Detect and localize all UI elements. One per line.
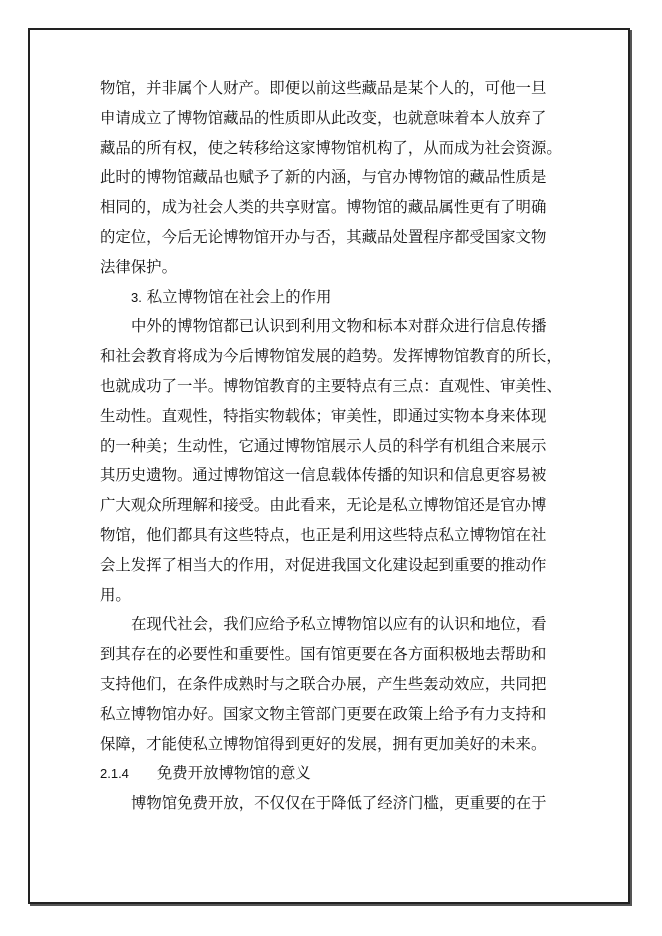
- paragraph-continued: [100, 74, 570, 283]
- text-line: 藏品的所有权，使之转移给这家博物馆机构了，从而成为社会资源。: [100, 138, 562, 157]
- paragraph-modern-society: [100, 610, 570, 759]
- section-number: 3.: [131, 289, 142, 305]
- text-line: 会上发挥了相当大的作用，对促进我国文化建设起到重要的推动作: [100, 555, 547, 574]
- document-body: [100, 74, 570, 819]
- text-line: 中外的博物馆都已认识到利用文物和标本对群众进行信息传播: [131, 317, 547, 336]
- text-line: 到其存在的必要性和重要性。国有馆更要在各方面积极地去帮助和: [100, 645, 547, 664]
- text-line: 用。: [100, 585, 131, 604]
- text-line: 保障，才能使私立博物馆得到更好的发展，拥有更加美好的未来。: [100, 734, 547, 753]
- text-line: 博物馆免费开放，不仅仅在于降低了经济门槛，更重要的在于: [131, 794, 547, 813]
- paragraph-free-admission: [100, 789, 570, 819]
- text-line: 广大观众所理解和接受。由此看来，无论是私立博物馆还是官办博: [100, 496, 547, 515]
- text-line: 的一种美；生动性，它通过博物馆展示人员的科学有机组合来展示: [100, 436, 547, 455]
- text-line: 私立博物馆办好。国家文物主管部门更要在政策上给予有力支持和: [100, 704, 547, 723]
- text-line: 的定位，今后无论博物馆开办与否，其藏品处置程序都受国家文物: [100, 227, 547, 246]
- section-heading-2-1-4: [100, 759, 570, 789]
- section-number: 2.1.4: [100, 766, 129, 782]
- paragraph-role-of-private-museums: [100, 312, 570, 610]
- section-title: 私立博物馆在社会上的作用: [146, 287, 332, 306]
- text-line: 相同的，成为社会人类的共享财富。博物馆的藏品属性更有了明确: [100, 198, 547, 217]
- text-line: 也就成功了一半。博物馆教育的主要特点有三点：直观性、审美性、: [100, 376, 562, 395]
- text-line: 物馆，他们都具有这些特点，也正是利用这些特点私立博物馆在社: [100, 525, 547, 544]
- text-line: 法律保护。: [100, 257, 177, 276]
- section-heading-3: [100, 283, 570, 313]
- text-line: 生动性。直观性，特指实物载体；审美性，即通过实物本身来体现: [100, 406, 547, 425]
- text-line: 在现代社会，我们应给予私立博物馆以应有的认识和地位，看: [131, 615, 547, 634]
- text-line: 物馆，并非属个人财产。即便以前这些藏品是某个人的，可他一旦: [100, 79, 547, 97]
- text-line: 申请成立了博物馆藏品的性质即从此改变，也就意味着本人放弃了: [100, 108, 547, 127]
- text-line: 支持他们，在条件成熟时与之联合办展，产生些轰动效应，共同把: [100, 674, 547, 693]
- section-title: 免费开放博物馆的意义: [156, 764, 311, 783]
- text-line: 其历史遗物。通过博物馆这一信息载体传播的知识和信息更容易被: [100, 466, 547, 485]
- text-line: 此时的博物馆藏品也赋予了新的内涵，与官办博物馆的藏品性质是: [100, 168, 547, 187]
- text-line: 和社会教育将成为今后博物馆发展的趋势。发挥博物馆教育的所长，: [100, 347, 562, 366]
